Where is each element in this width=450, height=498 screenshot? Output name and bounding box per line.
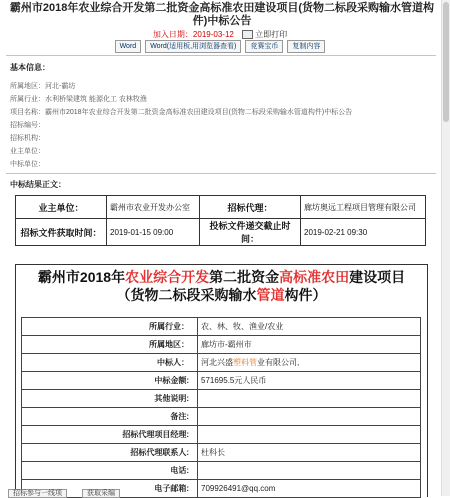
info-row-bid-no <box>10 121 45 131</box>
print-link[interactable] <box>242 30 287 39</box>
details-table <box>21 317 421 498</box>
deadline-label: 投标文件递交截止时间： <box>200 219 301 246</box>
printer-icon <box>242 30 253 39</box>
detail-value: 农、林、牧、渔业/农业 <box>198 318 421 336</box>
info-row-region <box>10 82 75 92</box>
coin-button[interactable]: 竞赛宝币 <box>245 40 283 53</box>
info-label: 招标机构： <box>10 135 45 142</box>
info-label: 所属行业： <box>10 96 45 103</box>
page-title: 霸州市2018年农业综合开发第二批资金高标准农田建设项目(货物二标段采购输水管道构件)中标公告 <box>9 2 435 27</box>
info-value: 水利桥梁建筑 能源化工 农林牧渔 <box>45 96 147 103</box>
table-row <box>22 408 421 426</box>
detail-label: 中标金额: <box>22 372 198 390</box>
table-row <box>22 390 421 408</box>
info-value: 霸州市2018年农业综合开发第二批资金高标准农田建设项目(货物二标段采购输水管道构件)中标公告 <box>45 109 353 116</box>
detail-value: 709926491@qq.com <box>198 480 421 498</box>
owner-table <box>15 195 426 246</box>
meta-line <box>0 29 440 40</box>
info-label: 中标单位： <box>10 161 45 168</box>
table-row <box>22 444 421 462</box>
announcement-box <box>15 264 428 497</box>
detail-value: 廊坊市-霸州市 <box>198 336 421 354</box>
info-value: 河北-霸坊 <box>45 83 76 90</box>
detail-value <box>198 462 421 480</box>
detail-label: 所属行业： <box>22 318 198 336</box>
detail-label: 招标代理联系人: <box>22 444 198 462</box>
detail-label: 所属地区： <box>22 336 198 354</box>
doc-time-label: 招标文件获取时间： <box>16 219 107 246</box>
bottom-button-2[interactable]: 获取采编 <box>82 489 120 498</box>
detail-value <box>198 426 421 444</box>
word-browser-button[interactable]: Word(适用板,用浏览器查看) <box>145 40 241 53</box>
info-row-owner <box>10 147 45 157</box>
detail-label: 电话: <box>22 462 198 480</box>
table-row <box>22 462 421 480</box>
result-heading: 中标结果正文： <box>10 180 66 189</box>
info-row-industry <box>10 95 147 105</box>
table-row <box>22 426 421 444</box>
detail-label: 其他说明: <box>22 390 198 408</box>
info-row-agency <box>10 134 45 144</box>
divider <box>6 55 436 56</box>
table-row <box>22 336 421 354</box>
info-label: 所属地区： <box>10 83 45 90</box>
announcement-title: 霸州市2018年农业综合开发第二批资金高标准农田建设项目 （货物二标段采购输水管道构件） <box>37 269 406 303</box>
table-row <box>16 196 426 219</box>
info-label: 业主单位： <box>10 148 45 155</box>
word-button[interactable]: Word <box>115 40 142 53</box>
detail-value: 杜科长 <box>198 444 421 462</box>
table-row <box>22 318 421 336</box>
owner-value: 霸州市农业开发办公室 <box>107 196 200 219</box>
basic-info-heading: 基本信息： <box>10 63 50 72</box>
info-row-winner <box>10 160 45 170</box>
detail-label: 中标人： <box>22 354 198 372</box>
doc-time-value: 2019-01-15 09:00 <box>107 219 200 246</box>
detail-value <box>198 408 421 426</box>
table-row <box>22 372 421 390</box>
agent-label: 招标代理： <box>200 196 301 219</box>
agent-value: 廊坊奥远工程项目管理有限公司 <box>301 196 426 219</box>
table-row <box>22 354 421 372</box>
detail-label: 招标代理项目经理: <box>22 426 198 444</box>
scrollbar-thumb[interactable] <box>443 2 449 122</box>
info-label: 项目名称： <box>10 109 45 116</box>
detail-value: 571695.5元人民币 <box>198 372 421 390</box>
bottom-button-1[interactable]: 招标参与一线项 <box>8 489 67 498</box>
info-label: 招标编号： <box>10 122 45 129</box>
vertical-scrollbar[interactable] <box>441 0 450 496</box>
deadline-value: 2019-02-21 09:30 <box>301 219 426 246</box>
detail-value <box>198 390 421 408</box>
toolbar <box>0 40 440 53</box>
detail-label: 电子邮箱: <box>22 480 198 498</box>
owner-label: 业主单位： <box>16 196 107 219</box>
print-label: 立即打印 <box>255 30 288 39</box>
detail-value: 河北兴盛塑料管业有限公司, <box>198 354 421 372</box>
publish-date: 加入日期：2019-03-12 <box>152 30 234 39</box>
table-row <box>16 219 426 246</box>
detail-label: 备注: <box>22 408 198 426</box>
copy-content-button[interactable]: 复制内容 <box>287 40 325 53</box>
divider <box>6 173 436 174</box>
info-row-project <box>10 108 352 118</box>
